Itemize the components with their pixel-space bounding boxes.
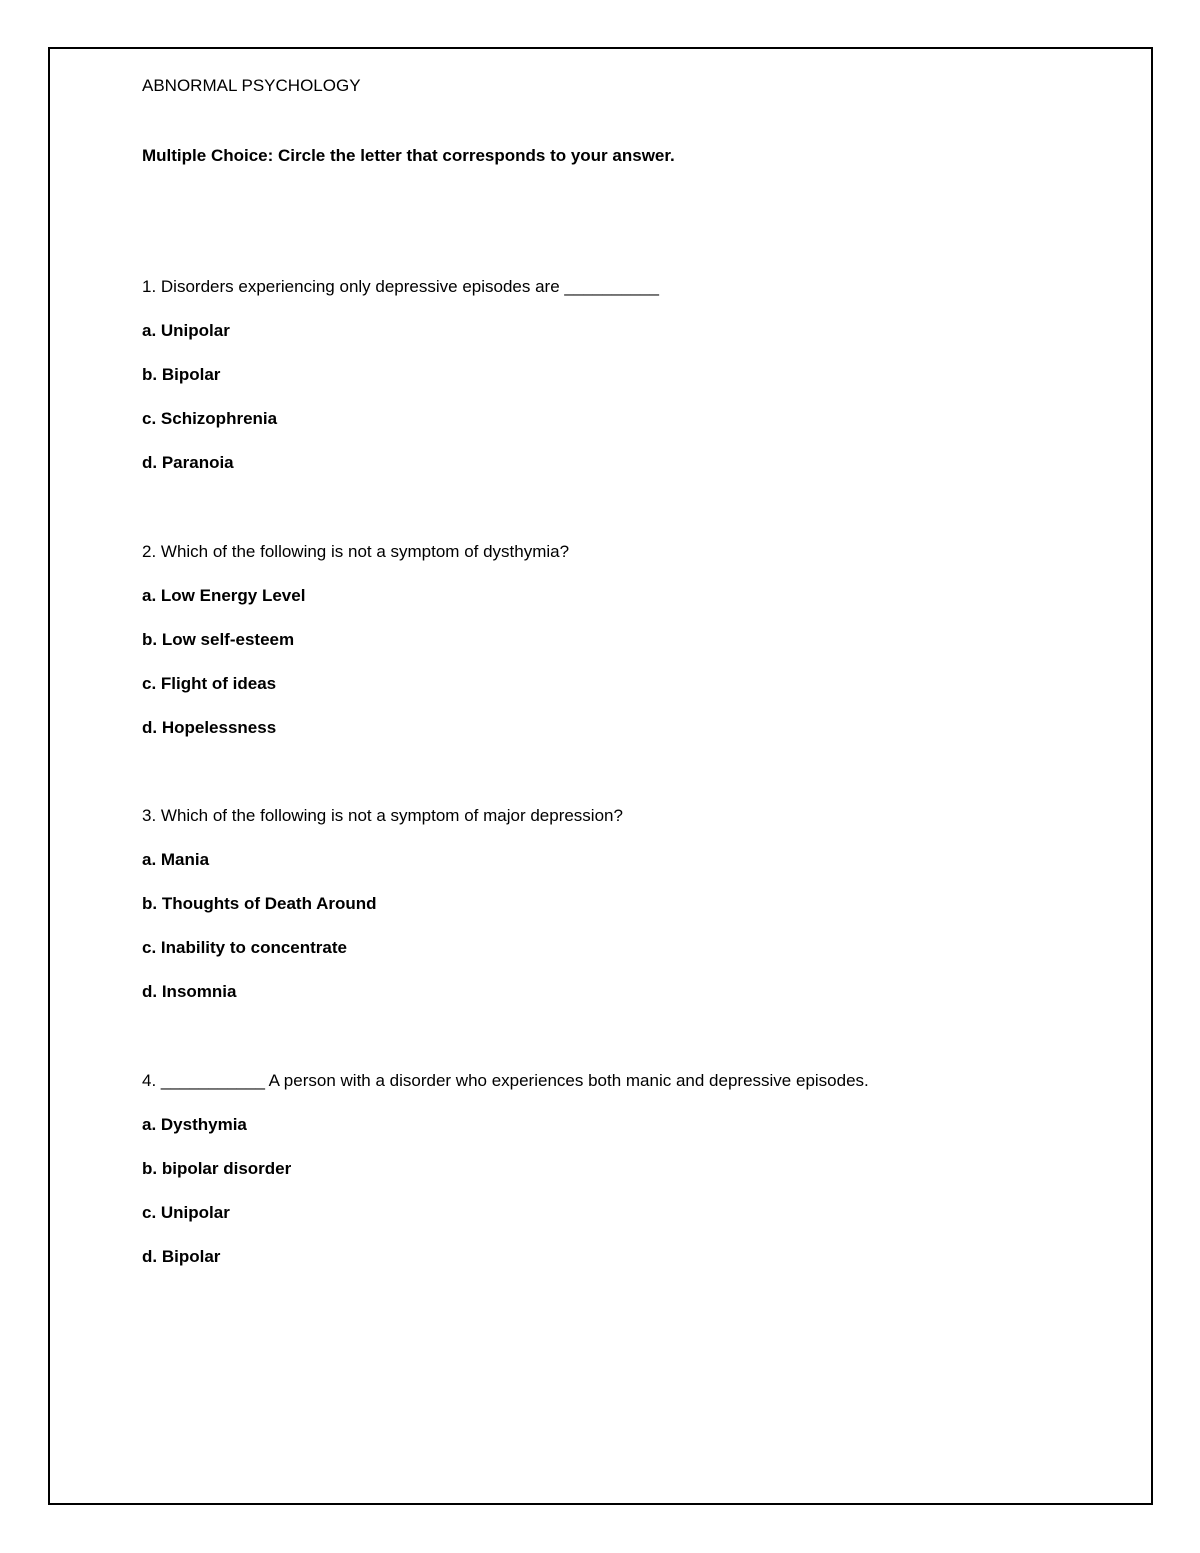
- question-stem: 3. Which of the following is not a symptom of major depression?: [142, 806, 623, 825]
- question-1: [142, 277, 1122, 473]
- answer-option-a: a. Mania: [142, 850, 210, 869]
- course-title: ABNORMAL PSYCHOLOGY: [142, 76, 361, 95]
- answer-option-b: b. bipolar disorder: [142, 1159, 292, 1178]
- question-stem: 4. ___________ A person with a disorder who experiences both manic and depressive episodes.: [142, 1071, 869, 1090]
- answer-option-b: b. Low self-esteem: [142, 630, 295, 649]
- answer-option-c: c. Inability to concentrate: [142, 938, 347, 957]
- answer-option-d: d. Insomnia: [142, 982, 237, 1001]
- instructions: Multiple Choice: Circle the letter that corresponds to your answer.: [142, 146, 675, 165]
- question-stem: 2. Which of the following is not a symptom of dysthymia?: [142, 542, 570, 561]
- answer-option-c: c. Schizophrenia: [142, 409, 278, 428]
- question-3: [142, 806, 1122, 1002]
- answer-option-a: a. Low Energy Level: [142, 586, 306, 605]
- answer-option-a: a. Dysthymia: [142, 1115, 247, 1134]
- answer-option-c: c. Unipolar: [142, 1203, 230, 1222]
- page-border: [48, 47, 1153, 1505]
- answer-option-c: c. Flight of ideas: [142, 674, 277, 693]
- answer-option-d: d. Hopelessness: [142, 718, 277, 737]
- answer-option-d: d. Bipolar: [142, 1247, 221, 1266]
- answer-option-a: a. Unipolar: [142, 321, 230, 340]
- question-2: [142, 542, 1122, 738]
- answer-option-b: b. Thoughts of Death Around: [142, 894, 377, 913]
- answer-option-d: d. Paranoia: [142, 453, 234, 472]
- question-stem: 1. Disorders experiencing only depressive episodes are __________: [142, 277, 659, 296]
- question-4: [142, 1071, 1122, 1267]
- answer-option-b: b. Bipolar: [142, 365, 221, 384]
